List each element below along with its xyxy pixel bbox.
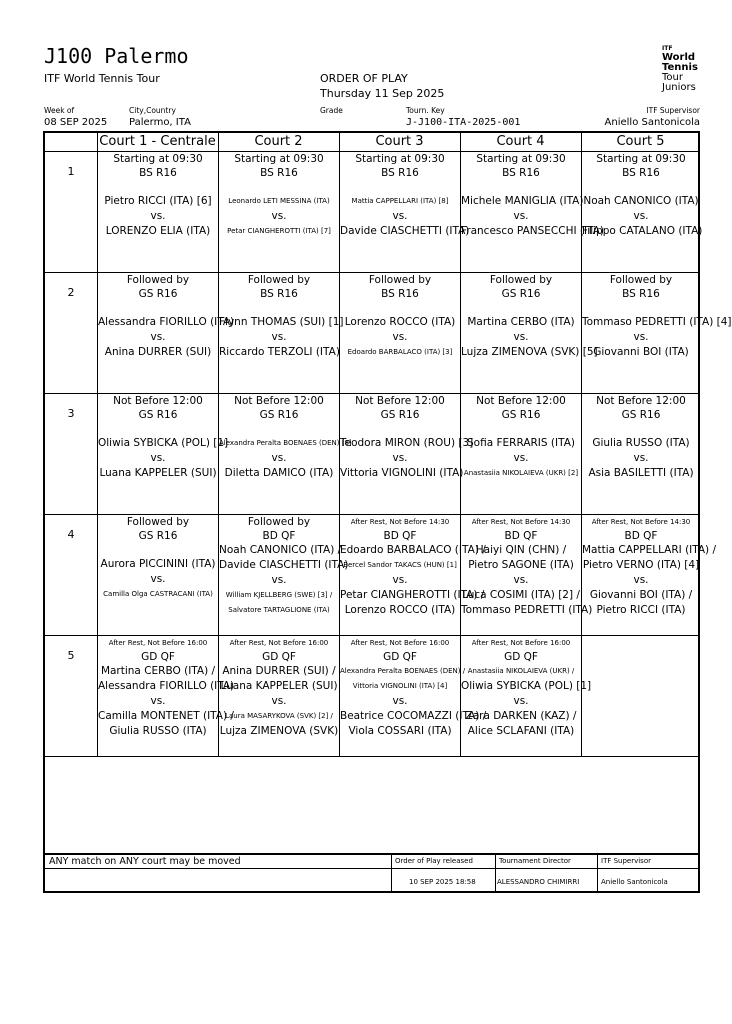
tournament-title: J100 Palermo bbox=[44, 44, 189, 68]
versus-label: vs. bbox=[633, 210, 649, 222]
versus-label: vs. bbox=[271, 210, 287, 222]
week-of-value: 08 SEP 2025 bbox=[44, 117, 108, 128]
player-name: Noah CANONICO (ITA) / bbox=[219, 544, 342, 556]
player-name: Anina DURRER (SUI) bbox=[104, 346, 212, 358]
player-name: Alexandra Peralta BOENAES (DEN) / bbox=[340, 667, 466, 675]
supervisor-label: ITF Supervisor bbox=[646, 106, 700, 115]
versus-label: vs. bbox=[633, 452, 649, 464]
match-time: Not Before 12:00 bbox=[113, 395, 203, 407]
match-time: Not Before 12:00 bbox=[234, 395, 324, 407]
match-cell bbox=[98, 636, 235, 756]
match-time: Followed by bbox=[489, 274, 553, 286]
player-name: Giulia RUSSO (ITA) bbox=[592, 437, 690, 449]
player-name: Mattia CAPPELLARI (ITA) / bbox=[582, 544, 717, 556]
player-name: Sofia FERRARIS (ITA) bbox=[467, 437, 575, 449]
match-round: GD QF bbox=[504, 651, 538, 663]
spacer bbox=[461, 301, 581, 315]
player-name: Lujza ZIMENOVA (SVK) bbox=[219, 725, 339, 737]
player-name: Pietro VERNO (ITA) [4] bbox=[582, 559, 700, 571]
match-time: After Rest, Not Before 16:00 bbox=[350, 639, 450, 647]
match-round: GS R16 bbox=[138, 288, 178, 300]
versus-label: vs. bbox=[392, 452, 408, 464]
match-time: After Rest, Not Before 14:30 bbox=[591, 518, 691, 526]
versus-label: vs. bbox=[271, 695, 287, 707]
match-cell bbox=[340, 394, 474, 514]
footer-supervisor-label: ITF Supervisor bbox=[601, 857, 651, 865]
player-name: Lorenzo ROCCO (ITA) bbox=[344, 604, 456, 616]
itf-world-tennis-tour-juniors-logo bbox=[662, 44, 708, 93]
match-cell bbox=[582, 394, 700, 514]
player-name: Teodora MIRON (ROU) [3] bbox=[340, 437, 474, 449]
versus-label: vs. bbox=[150, 573, 166, 585]
player-name: Diletta DAMICO (ITA) bbox=[224, 467, 334, 479]
player-name: Giovanni BOI (ITA) / bbox=[589, 589, 693, 601]
versus-label: vs. bbox=[150, 452, 166, 464]
match-time: Starting at 09:30 bbox=[476, 153, 566, 165]
match-cell bbox=[461, 636, 592, 756]
director-label: Tournament Director bbox=[499, 857, 571, 865]
match-time: Starting at 09:30 bbox=[234, 153, 324, 165]
player-name: Petar CIANGHEROTTI (ITA) / bbox=[340, 589, 485, 601]
match-time: After Rest, Not Before 16:00 bbox=[108, 639, 208, 647]
week-of-label: Week of bbox=[44, 106, 75, 115]
court-move-note: ANY match on ANY court may be moved bbox=[49, 856, 241, 867]
player-name: Lujza ZIMENOVA (SVK) [5] bbox=[461, 346, 598, 358]
versus-label: vs. bbox=[392, 695, 408, 707]
player-name: Mattia CAPPELLARI (ITA) [8] bbox=[351, 197, 449, 205]
match-round: GS R16 bbox=[138, 530, 178, 542]
spacer bbox=[582, 422, 700, 436]
match-number: 4 bbox=[67, 528, 75, 541]
match-cell bbox=[461, 273, 598, 393]
versus-label: vs. bbox=[150, 331, 166, 343]
match-number: 5 bbox=[67, 649, 75, 662]
match-cell bbox=[461, 152, 604, 272]
court-header: Court 1 - Centrale bbox=[99, 134, 216, 149]
city-label: City,Country bbox=[129, 106, 176, 115]
versus-label: vs. bbox=[513, 452, 529, 464]
match-round: BS R16 bbox=[381, 167, 419, 179]
tourn-key-label: Tourn. Key bbox=[406, 106, 445, 115]
match-time: After Rest, Not Before 14:30 bbox=[350, 518, 450, 526]
match-round: BD QF bbox=[504, 530, 538, 542]
versus-label: vs. bbox=[150, 695, 166, 707]
logo-line-4: Tour bbox=[662, 72, 683, 83]
player-name: Vittoria VIGNOLINI (ITA) bbox=[340, 467, 464, 479]
director-value: ALESSANDRO CHIMIRRI bbox=[497, 878, 580, 886]
order-of-play-label: ORDER OF PLAY bbox=[320, 72, 408, 85]
versus-label: vs. bbox=[271, 574, 287, 586]
player-name: Laura MASARYKOVA (SVK) [2] / bbox=[225, 712, 333, 720]
match-number: 3 bbox=[67, 407, 75, 420]
player-name: Michele MANIGLIA (ITA) bbox=[461, 195, 584, 207]
player-name: Pietro RICCI (ITA) [6] bbox=[104, 195, 212, 207]
match-number: 2 bbox=[67, 286, 75, 299]
player-name: Beatrice COCOMAZZI (ITA) / bbox=[340, 710, 487, 722]
spacer bbox=[98, 180, 218, 194]
spacer bbox=[98, 422, 218, 436]
match-round: BD QF bbox=[383, 530, 417, 542]
footer-divider bbox=[45, 868, 698, 869]
versus-label: vs. bbox=[633, 574, 649, 586]
spacer bbox=[461, 180, 581, 194]
player-name: Filippo CATALANO (ITA) bbox=[582, 225, 703, 237]
footer-divider-2 bbox=[495, 855, 496, 891]
match-cell bbox=[98, 515, 218, 635]
match-time: Followed by bbox=[126, 274, 190, 286]
player-name: Pietro SAGONE (ITA) bbox=[468, 559, 574, 571]
match-cell bbox=[340, 515, 486, 635]
court-header: Court 5 bbox=[616, 134, 665, 149]
versus-label: vs. bbox=[513, 210, 529, 222]
player-name: Giovanni BOI (ITA) bbox=[593, 346, 689, 358]
player-name: Tommaso PEDRETTI (ITA) bbox=[461, 604, 593, 616]
spacer bbox=[340, 422, 460, 436]
grade-label: Grade bbox=[320, 106, 343, 115]
footer-divider-3 bbox=[597, 855, 598, 891]
player-name: Asia BASILETTI (ITA) bbox=[588, 467, 694, 479]
match-round: BS R16 bbox=[260, 167, 298, 179]
tourn-key-value: J-J100-ITA-2025-001 bbox=[406, 117, 521, 128]
player-name: Edoardo BARBALACO (ITA) / bbox=[340, 544, 486, 556]
match-cell bbox=[98, 394, 229, 514]
match-cell bbox=[219, 152, 339, 272]
match-cell bbox=[340, 152, 470, 272]
match-round: BD QF bbox=[262, 530, 296, 542]
versus-label: vs. bbox=[392, 210, 408, 222]
spacer bbox=[219, 301, 339, 315]
player-name: Luca COSIMI (ITA) [2] / bbox=[462, 589, 580, 601]
match-round: GD QF bbox=[141, 651, 175, 663]
player-name: Francesco PANSECCHI (ITA) bbox=[461, 225, 604, 237]
player-name: Camilla Olga CASTRACANI (ITA) bbox=[103, 590, 213, 598]
player-name: Anastasiia NIKOLAIEVA (UKR) / bbox=[467, 667, 575, 675]
versus-label: vs. bbox=[150, 210, 166, 222]
match-time: Not Before 12:00 bbox=[355, 395, 445, 407]
footer-supervisor-value: Aniello Santonicola bbox=[601, 878, 668, 886]
released-value: 10 SEP 2025 18:58 bbox=[409, 878, 476, 886]
player-name: Salvatore TARTAGLIONE (ITA) bbox=[228, 606, 330, 614]
order-of-play-grid bbox=[43, 131, 732, 855]
spacer bbox=[340, 301, 460, 315]
player-name: Alessandra FIORILLO (ITA) bbox=[98, 680, 235, 692]
row-divider bbox=[45, 756, 698, 757]
player-name: Edoardo BARBALACO (ITA) [3] bbox=[347, 348, 453, 356]
released-label: Order of Play released bbox=[395, 857, 473, 865]
court-header: Court 3 bbox=[375, 134, 424, 149]
city-value: Palermo, ITA bbox=[129, 117, 191, 128]
play-date: Thursday 11 Sep 2025 bbox=[320, 87, 445, 100]
player-name: Haiyi QIN (CHN) / bbox=[475, 544, 567, 556]
match-cell bbox=[219, 515, 349, 635]
match-cell bbox=[461, 515, 593, 635]
spacer bbox=[98, 301, 218, 315]
spacer bbox=[98, 543, 218, 557]
match-round: BS R16 bbox=[502, 167, 540, 179]
versus-label: vs. bbox=[513, 331, 529, 343]
footer-divider-1 bbox=[391, 855, 392, 891]
match-round: GS R16 bbox=[380, 409, 420, 421]
versus-label: vs. bbox=[633, 331, 649, 343]
player-name: Luana KAPPELER (SUI) bbox=[99, 467, 217, 479]
player-name: Petar CIANGHEROTTI (ITA) [7] bbox=[227, 227, 331, 235]
match-round: BD QF bbox=[624, 530, 658, 542]
match-time: Followed by bbox=[126, 516, 190, 528]
match-time: After Rest, Not Before 14:30 bbox=[471, 518, 571, 526]
logo-line-2: World bbox=[662, 52, 696, 63]
match-round: GD QF bbox=[383, 651, 417, 663]
footer bbox=[43, 855, 700, 893]
logo-line-5: Juniors bbox=[662, 82, 696, 93]
match-time: After Rest, Not Before 16:00 bbox=[471, 639, 571, 647]
player-name: LORENZO ELIA (ITA) bbox=[105, 225, 211, 237]
match-round: BS R16 bbox=[622, 167, 660, 179]
match-time: Followed by bbox=[368, 274, 432, 286]
player-name: Bercel Sandor TAKACS (HUN) [1] bbox=[343, 561, 457, 569]
player-name: Giulia RUSSO (ITA) bbox=[109, 725, 207, 737]
player-name: Alexandra Peralta BOENAES (DEN) [8] bbox=[219, 439, 352, 447]
match-round: BS R16 bbox=[381, 288, 419, 300]
match-round: GS R16 bbox=[621, 409, 661, 421]
match-cell bbox=[340, 273, 460, 393]
spacer bbox=[582, 301, 700, 315]
match-cell bbox=[98, 273, 235, 393]
player-name: Martina CERBO (ITA) bbox=[467, 316, 575, 328]
spacer bbox=[582, 180, 700, 194]
supervisor-value: Aniello Santonicola bbox=[604, 117, 700, 128]
match-time: Not Before 12:00 bbox=[476, 395, 566, 407]
versus-label: vs. bbox=[513, 695, 529, 707]
spacer bbox=[219, 180, 339, 194]
player-name: Zara DARKEN (KAZ) / bbox=[465, 710, 577, 722]
match-cell bbox=[340, 636, 487, 756]
match-cell bbox=[582, 515, 717, 635]
player-name: Pietro RICCI (ITA) bbox=[596, 604, 686, 616]
player-name: Viola COSSARI (ITA) bbox=[348, 725, 452, 737]
court-header: Court 2 bbox=[254, 134, 303, 149]
player-name: Martina CERBO (ITA) / bbox=[100, 665, 216, 677]
match-round: BS R16 bbox=[260, 288, 298, 300]
match-time: After Rest, Not Before 16:00 bbox=[229, 639, 329, 647]
match-cell bbox=[582, 273, 732, 393]
match-cell bbox=[219, 394, 352, 514]
spacer bbox=[461, 422, 581, 436]
player-name: Leonardo LETI MESSINA (ITA) bbox=[228, 197, 330, 205]
match-round: GD QF bbox=[262, 651, 296, 663]
player-name: Anastasiia NIKOLAIEVA (UKR) [2] bbox=[463, 469, 579, 477]
match-time: Starting at 09:30 bbox=[113, 153, 203, 165]
court-header: Court 4 bbox=[496, 134, 545, 149]
match-time: Not Before 12:00 bbox=[596, 395, 686, 407]
player-name: Vittoria VIGNOLINI (ITA) [4] bbox=[352, 682, 448, 690]
match-cell bbox=[461, 394, 581, 514]
player-name: Noah CANONICO (ITA) bbox=[583, 195, 699, 207]
player-name: Lorenzo ROCCO (ITA) bbox=[344, 316, 456, 328]
match-round: BS R16 bbox=[622, 288, 660, 300]
match-time: Followed by bbox=[609, 274, 673, 286]
match-round: GS R16 bbox=[259, 409, 299, 421]
player-name: Alice SCLAFANI (ITA) bbox=[467, 725, 575, 737]
player-name: Luana KAPPELER (SUI) bbox=[220, 680, 338, 692]
match-round: GS R16 bbox=[501, 288, 541, 300]
logo-line-1: ITF bbox=[662, 45, 673, 52]
spacer bbox=[219, 422, 339, 436]
match-time: Followed by bbox=[247, 274, 311, 286]
player-name: William KJELLBERG (SWE) [3] / bbox=[225, 591, 333, 599]
versus-label: vs. bbox=[271, 452, 287, 464]
match-time: Starting at 09:30 bbox=[596, 153, 686, 165]
spacer bbox=[340, 180, 460, 194]
player-name: Camilla MONTENET (ITA) / bbox=[98, 710, 234, 722]
match-time: Followed by bbox=[247, 516, 311, 528]
match-cell bbox=[582, 152, 703, 272]
player-name: Davide CIASCHETTI (ITA) bbox=[219, 559, 349, 571]
match-cell bbox=[219, 273, 344, 393]
versus-label: vs. bbox=[392, 331, 408, 343]
player-name: Davide CIASCHETTI (ITA) bbox=[340, 225, 470, 237]
player-name: Tommaso PEDRETTI (ITA) [4] bbox=[582, 316, 732, 328]
match-cell bbox=[219, 636, 339, 756]
player-name: Anina DURRER (SUI) / bbox=[222, 665, 336, 677]
match-number: 1 bbox=[67, 165, 75, 178]
player-name: Riccardo TERZOLI (ITA) bbox=[219, 346, 340, 358]
player-name: Flynn THOMAS (SUI) [1] bbox=[219, 316, 344, 328]
versus-label: vs. bbox=[392, 574, 408, 586]
match-time: Starting at 09:30 bbox=[355, 153, 445, 165]
match-round: BS R16 bbox=[139, 167, 177, 179]
player-name: Oliwia SYBICKA (POL) [1] bbox=[461, 680, 592, 692]
player-name: Alessandra FIORILLO (ITA) bbox=[98, 316, 235, 328]
player-name: Aurora PICCININI (ITA) bbox=[100, 558, 216, 570]
match-cell bbox=[98, 152, 218, 272]
tour-subtitle: ITF World Tennis Tour bbox=[44, 72, 160, 85]
versus-label: vs. bbox=[271, 331, 287, 343]
player-name: Oliwia SYBICKA (POL) [1] bbox=[98, 437, 229, 449]
match-round: GS R16 bbox=[138, 409, 178, 421]
logo-line-3: Tennis bbox=[662, 62, 698, 73]
match-round: GS R16 bbox=[501, 409, 541, 421]
versus-label: vs. bbox=[513, 574, 529, 586]
